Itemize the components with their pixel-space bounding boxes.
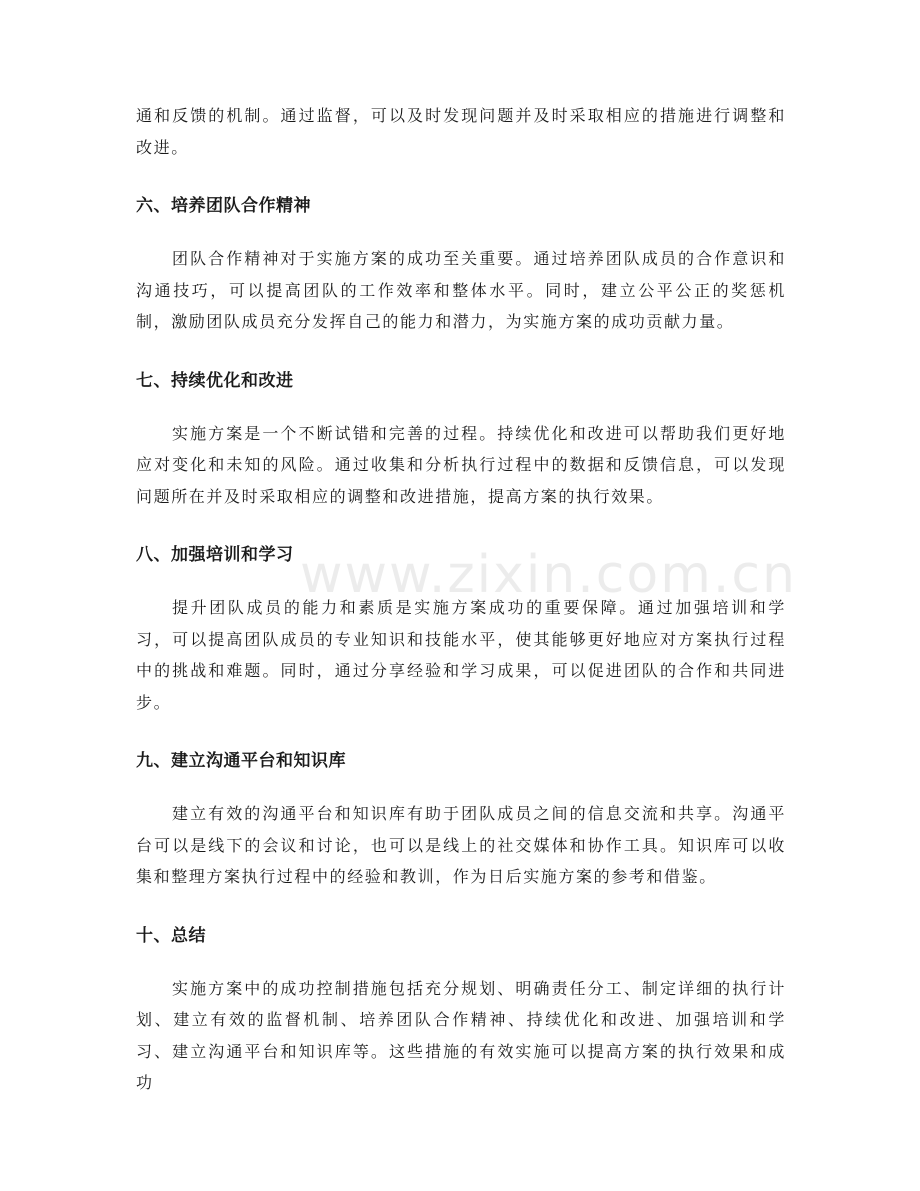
section-body-7: 实施方案是一个不断试错和完善的过程。持续优化和改进可以帮助我们更好地应对变化和未知的风险。通过收集和分析执行过程中的数据和反馈信息，可以发现问题所在并及时采取相应的调整和改进措施，提高方案的执行效果。 [136,423,786,506]
document-content [136,100,786,1099]
section-heading-6: 六、培养团队合作精神 [136,196,311,216]
section-heading-9: 九、建立沟通平台和知识库 [136,751,346,771]
watermark: www.zixin.com.cn [300,545,797,605]
section-body-8: 提升团队成员的能力和素质是实施方案成功的重要保障。通过加强培训和学习，可以提高团队成员的专业知识和技能水平，使其能够更好地应对方案执行过程中的挑战和难题。同时，通过分享经验和学习成果，可以促进团队的合作和共同进步。 [136,598,786,712]
intro-paragraph: 通和反馈的机制。通过监督，可以及时发现问题并及时采取相应的措施进行调整和改进。 [136,106,786,157]
section-heading-7: 七、持续优化和改进 [136,370,294,391]
section-body-9: 建立有效的沟通平台和知识库有助于团队成员之间的信息交流和共享。沟通平台可以是线下的会议和讨论，也可以是线上的社交媒体和协作工具。知识库可以收集和整理方案执行过程中的经验和教训，作为日后实施方案的参考和借鉴。 [136,804,786,886]
section-heading-8: 八、加强培训和学习 [136,545,294,565]
section-body-10: 实施方案中的成功控制措施包括充分规划、明确责任分工、制定详细的执行计划、建立有效的监督机制、培养团队合作精神、持续优化和改进、加强培训和学习、建立沟通平台和知识库等。这些措施的有效实施可以提高方案的执行效果和成功 [136,978,786,1092]
section-heading-10: 十、总结 [136,925,206,946]
section-body-6: 团队合作精神对于实施方案的成功至关重要。通过培养团队成员的合作意识和沟通技巧，可以提高团队的工作效率和整体水平。同时，建立公平公正的奖惩机制，激励团队成员充分发挥自己的能力和潜力，为实施方案的成功贡献力量。 [136,249,786,331]
